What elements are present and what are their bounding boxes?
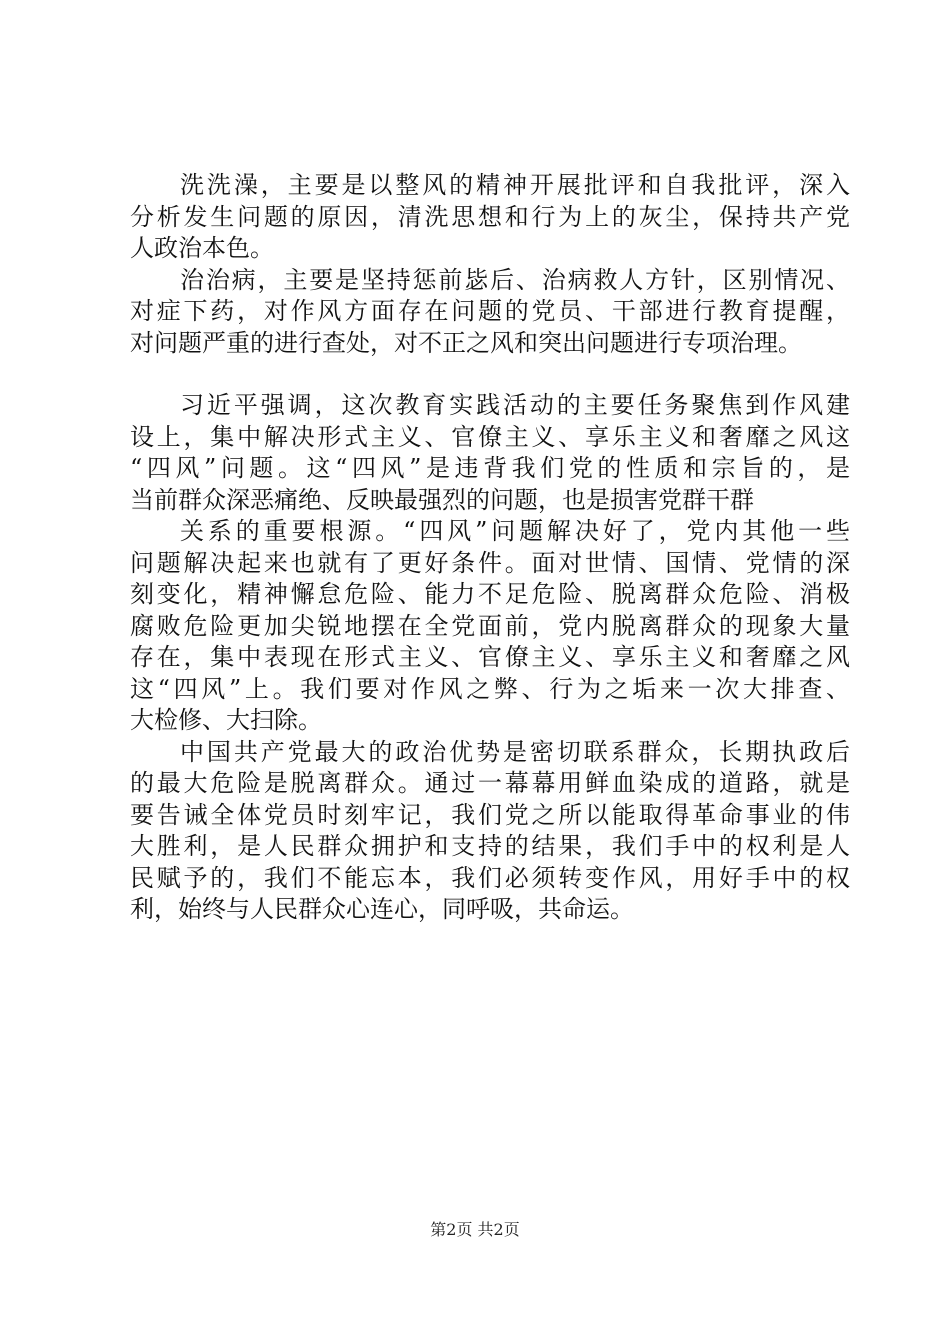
document-body: [130, 170, 850, 926]
text-line: 习近平强调，这次教育实践活动的主要任务聚焦到作风建: [180, 391, 850, 419]
text-line: 对问题严重的进行查处，对不正之风和突出问题进行专项治理。: [130, 328, 802, 357]
paragraph-2: [130, 265, 850, 360]
text-line: 对症下药，对作风方面存在问题的党员、干部进行教育提醒，: [130, 297, 850, 325]
text-line: 设上，集中解决形式主义、官僚主义、享乐主义和奢靡之风这: [130, 422, 850, 451]
paragraph-5: [130, 737, 850, 926]
text-line: 洗洗澡，主要是以整风的精神开展批评和自我批评，深入: [180, 171, 850, 199]
text-line: 要告诫全体党员时刻牢记，我们党之所以能取得革命事业的伟: [130, 800, 850, 829]
text-line: 分析发生问题的原因，清洗思想和行为上的灰尘，保持共产党: [130, 202, 850, 231]
text-line: 治治病，主要是坚持惩前毖后、治病救人方针，区别情况、: [180, 265, 850, 294]
paragraph-1: [130, 170, 850, 265]
paragraph-3: [130, 390, 850, 516]
paragraph-4: [130, 516, 850, 737]
text-line: 大胜利，是人民群众拥护和支持的结果，我们手中的权利是人: [130, 832, 850, 860]
text-line: 刻变化，精神懈怠危险、能力不足危险、脱离群众危险、消极: [130, 580, 850, 608]
text-line: 腐败危险更加尖锐地摆在全党面前，党内脱离群众的现象大量: [130, 611, 850, 640]
text-line: 利，始终与人民群众心连心，同呼吸，共命运。: [130, 895, 634, 923]
text-line: 的最大危险是脱离群众。通过一幕幕用鲜血染成的道路，就是: [130, 769, 850, 797]
text-line: 人政治本色。: [130, 234, 274, 262]
text-line: 这“四风”上。我们要对作风之弊、行为之垢来一次大排查、: [130, 674, 850, 703]
text-line: “四风”问题。这“四风”是违背我们党的性质和宗旨的，是: [130, 454, 850, 482]
paragraph-gap: [130, 359, 850, 390]
text-line: 大检修、大扫除。: [130, 706, 322, 734]
text-line: 问题解决起来也就有了更好条件。面对世情、国情、党情的深: [130, 548, 850, 577]
text-line: 当前群众深恶痛绝、反映最强烈的问题，也是损害党群干群: [130, 485, 754, 514]
text-line: 关系的重要根源。“四风”问题解决好了，党内其他一些: [180, 517, 850, 545]
text-line: 存在，集中表现在形式主义、官僚主义、享乐主义和奢靡之风: [130, 643, 850, 671]
text-line: 民赋予的，我们不能忘本，我们必须转变作风，用好手中的权: [130, 863, 850, 892]
page-number-footer: 第2页 共2页: [430, 1220, 520, 1239]
text-line: 中国共产党最大的政治优势是密切联系群众，长期执政后: [180, 737, 850, 766]
